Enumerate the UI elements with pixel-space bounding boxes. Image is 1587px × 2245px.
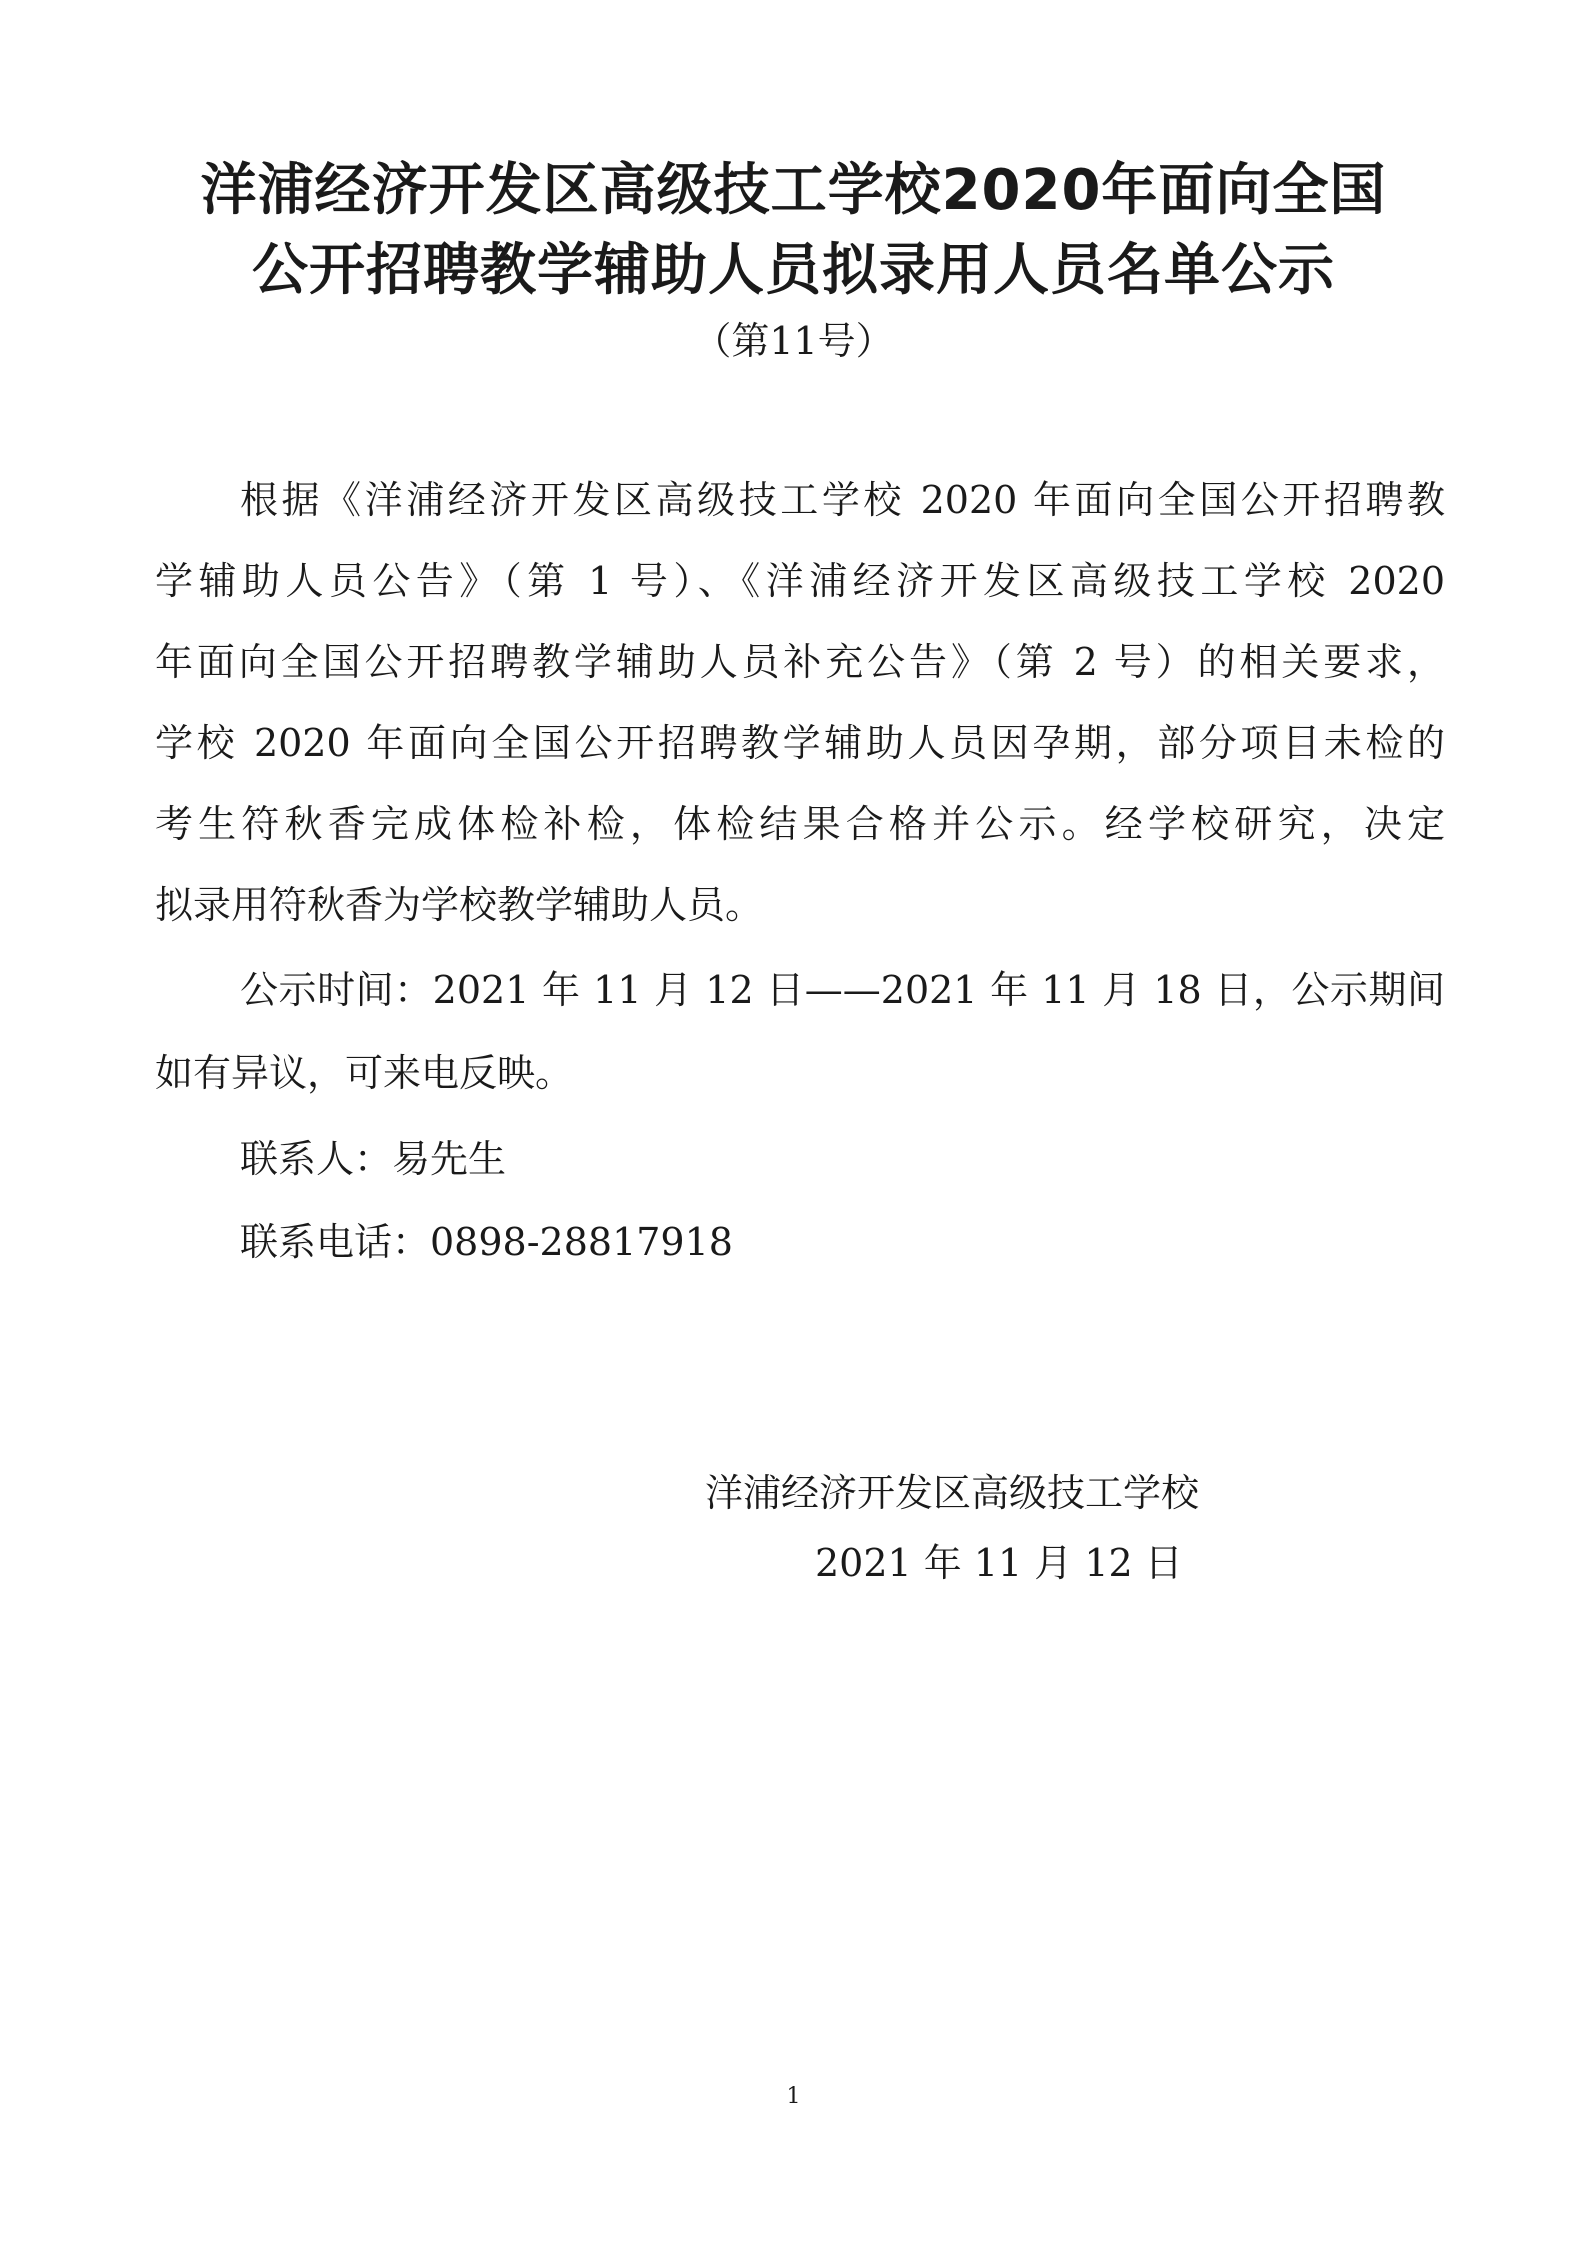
contact-person: 联系人：易先生	[240, 1137, 507, 1181]
paragraph1-line: 拟录用符秋香为学校教学辅助人员。	[155, 883, 764, 927]
signature-organization: 洋浦经济开发区高级技工学校	[705, 1471, 1200, 1515]
title-line-2: 公开招聘教学辅助人员拟录用人员名单公示	[252, 238, 1335, 303]
paragraph1-line: 学辅助人员公告》（第 1 号）、《洋浦经济开发区高级技工学校 2020	[155, 559, 1445, 603]
paragraph2-line: 公示时间：2021 年 11 月 12 日——2021 年 11 月 18 日，公示期间	[240, 968, 1445, 1012]
contact-phone: 联系电话：0898-28817918	[240, 1220, 733, 1264]
paragraph2-line: 如有异议，可来电反映。	[155, 1051, 574, 1095]
paragraph1-line: 学校 2020 年面向全国公开招聘教学辅助人员因孕期，部分项目未检的	[155, 721, 1445, 765]
paragraph1-line: 年面向全国公开招聘教学辅助人员补充公告》（第 2 号）的相关要求，	[155, 640, 1445, 684]
paragraph1-line: 考生符秋香完成体检补检，体检结果合格并公示。经学校研究，决定	[155, 802, 1445, 846]
paragraph1-line: 根据《洋浦经济开发区高级技工学校 2020 年面向全国公开招聘教	[240, 478, 1445, 522]
page-number: 1	[786, 2084, 801, 2109]
announcement-number: （第11号）	[693, 319, 894, 363]
signature-date: 2021 年 11 月 12 日	[815, 1541, 1183, 1585]
title-line-1: 洋浦经济开发区高级技工学校2020年面向全国	[200, 158, 1387, 223]
